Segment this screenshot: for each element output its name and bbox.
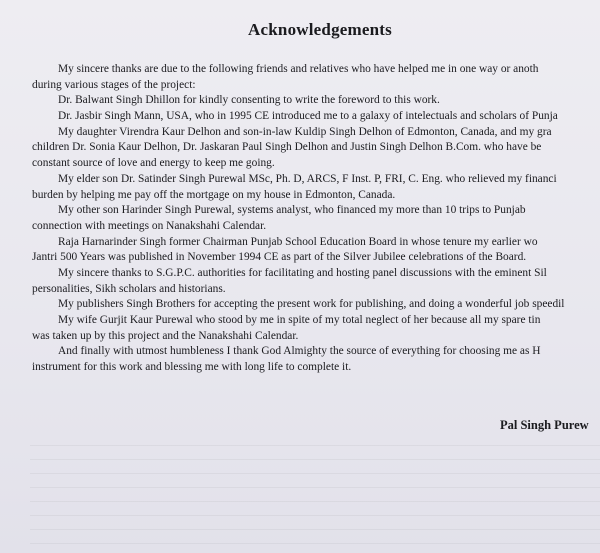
text-line: connection with meetings on Nanakshahi Calendar.	[32, 219, 267, 232]
bleed-through-text	[30, 436, 600, 553]
author-signature: Pal Singh Purew	[500, 418, 589, 432]
text-line: Jantri 500 Years was published in November 1994 CE as part of the Silver Jubilee celebrations of the Board.	[32, 251, 527, 264]
text-line: My sincere thanks are due to the following friends and relatives who have helped me in one way or anoth	[58, 63, 539, 75]
text-line: children Dr. Sonia Kaur Delhon, Dr. Jaskaran Paul Singh Delhon and Justin Singh Delhon B.Com. who have be	[32, 141, 542, 154]
text-line: My wife Gurjit Kaur Purewal who stood by me in spite of my total neglect of her because all my spare tin	[58, 314, 541, 326]
text-line: My other son Harinder Singh Purewal, systems analyst, who financed my more than 10 trips to Punjab	[58, 204, 526, 217]
text-line: during various stages of the project:	[32, 78, 196, 91]
text-line: My publishers Singh Brothers for accepting the present work for publishing, and doing a wonderful job speedil	[58, 298, 565, 311]
text-line: Dr. Jasbir Singh Mann, USA, who in 1995 CE introduced me to a galaxy of intelectuals and scholars of Punja	[58, 110, 558, 123]
text-line: My sincere thanks to S.G.P.C. authorities for facilitating and hosting panel discussions with the eminent Sil	[58, 266, 547, 279]
text-line: My elder son Dr. Satinder Singh Purewal MSc, Ph. D, ARCS, F Inst. P, FRI, C. Eng. who relieved my financi	[58, 172, 557, 185]
acknowledgements-body	[32, 62, 600, 376]
text-line: instrument for this work and blessing me with long life to complete it.	[32, 361, 352, 374]
text-line: And finally with utmost humbleness I thank God Almighty the source of everything for choosing me as H	[58, 345, 541, 358]
text-line: Raja Harnarinder Singh former Chairman Punjab School Education Board in whose tenure my earlier wo	[58, 235, 538, 248]
text-line: burden by helping me pay off the mortgage on my house in Edmonton, Canada.	[32, 188, 396, 201]
text-line: personalities, Sikh scholars and historians.	[32, 282, 226, 295]
text-line: was taken up by this project and the Nanakshahi Calendar.	[32, 329, 299, 342]
text-line: Dr. Balwant Singh Dhillon for kindly consenting to write the foreword to this work.	[58, 94, 440, 107]
text-line: My daughter Virendra Kaur Delhon and son-in-law Kuldip Singh Delhon of Edmonton, Canada, and my gra	[58, 125, 552, 138]
page-title: Acknowledgements	[248, 20, 392, 39]
text-line: constant source of love and energy to keep me going.	[32, 157, 275, 170]
